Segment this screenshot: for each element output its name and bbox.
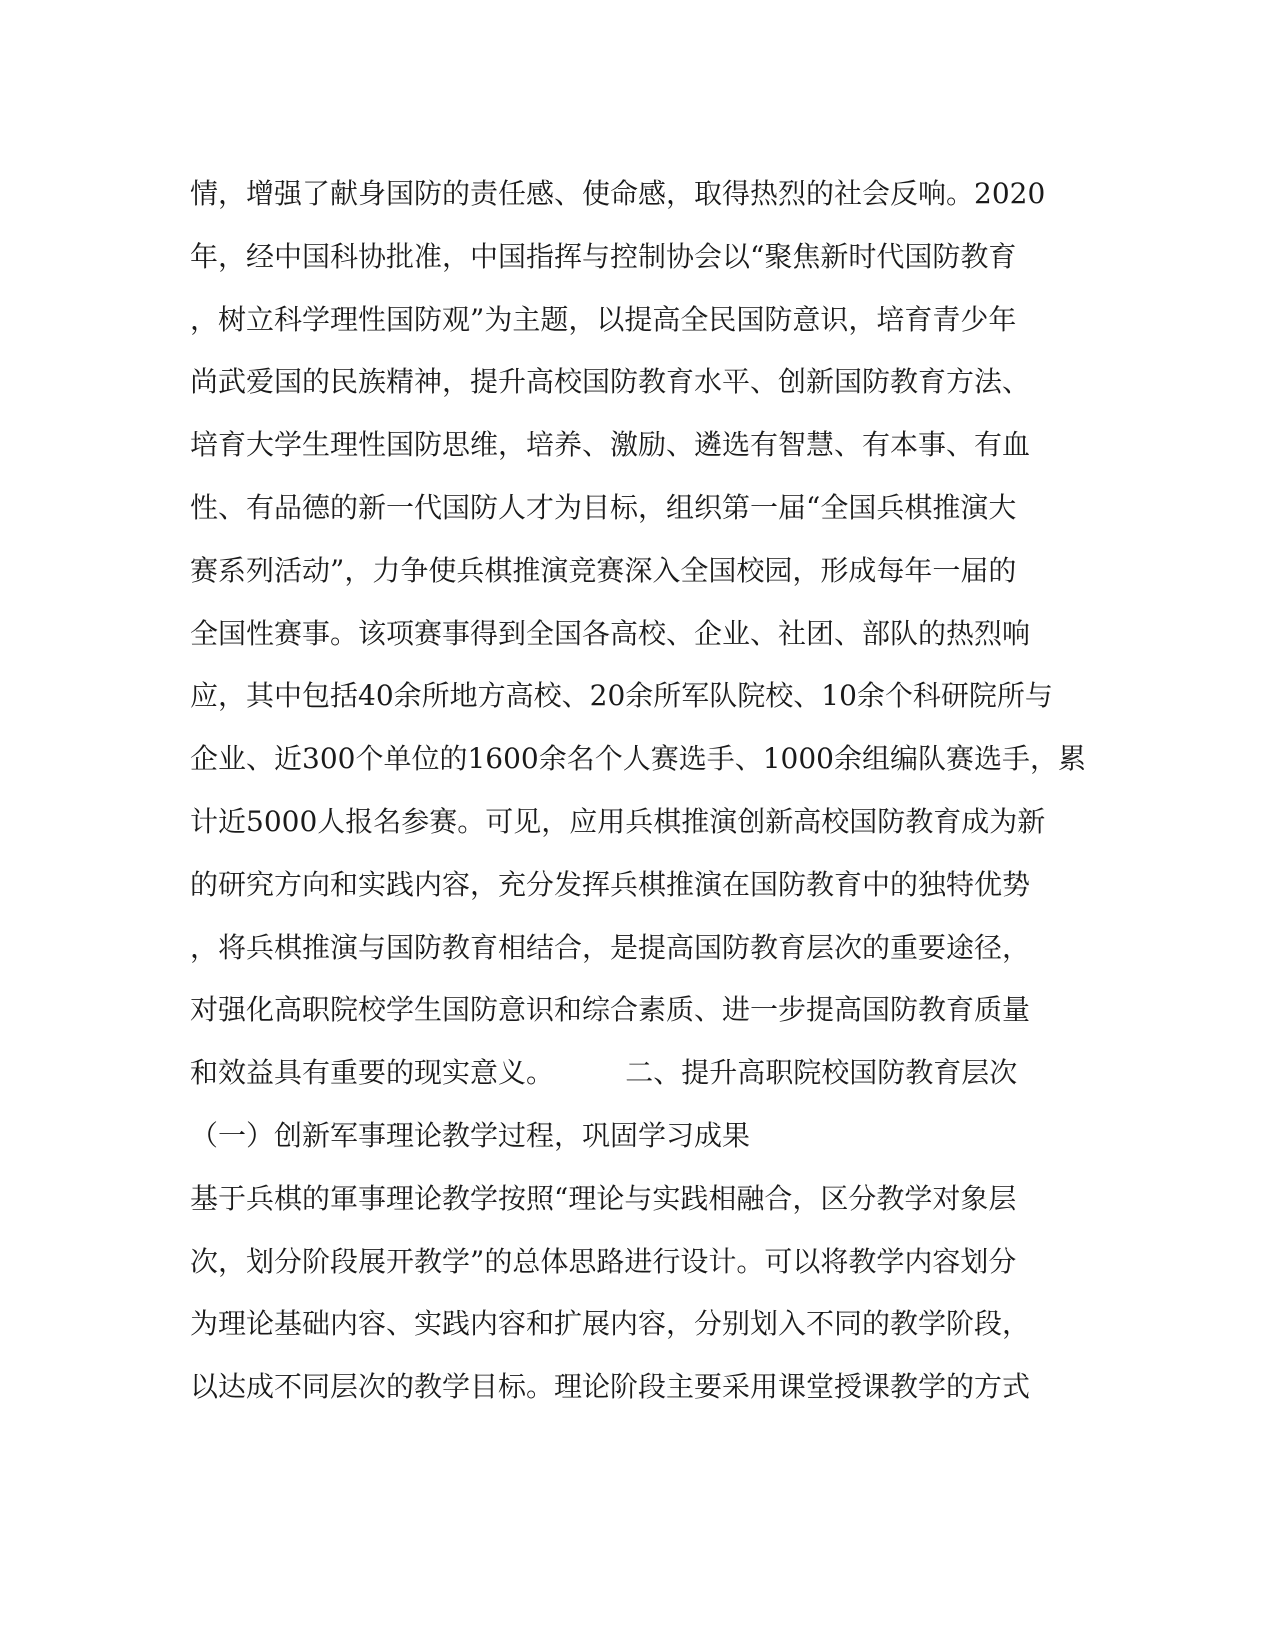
text-line: 企业、近300个单位的1600余名个人赛选手、1000余组编队赛选手，累 (190, 742, 1086, 776)
section-heading-line: 和效益具有重要的现实意义。 二、提升高职院校国防教育层次 (190, 1056, 1018, 1090)
text-line: 培育大学生理性国防思维，培养、激励、遴选有智慧、有本事、有血 (190, 428, 1031, 462)
text-line: 应，其中包括40余所地方高校、20余所军队院校、10余个科研院所与 (190, 679, 1053, 713)
text-line: 以达成不同层次的教学目标。理论阶段主要采用课堂授课教学的方式 (190, 1370, 1031, 1404)
text-line: 次，划分阶段展开教学”的总体思路进行设计。可以将教学内容划分 (190, 1244, 1017, 1278)
text-line: 年，经中国科协批准，中国指挥与控制协会以“聚焦新时代国防教育 (190, 239, 1017, 273)
text-line: 情，增强了献身国防的责任感、使命感，取得热烈的社会反响。2020 (190, 177, 1046, 210)
text-line: 的研究方向和实践内容，充分发挥兵棋推演在国防教育中的独特优势 (190, 867, 1031, 901)
text-line: ，树立科学理性国防观”为主题，以提高全民国防意识，培育青少年 (190, 302, 1017, 336)
text-line: 为理论基础内容、实践内容和扩展内容，分别划入不同的教学阶段， (190, 1307, 1031, 1341)
text-line: 基于兵棋的軍事理论教学按照“理论与实践相融合，区分教学对象层 (190, 1181, 1017, 1215)
body-text (190, 163, 1090, 1419)
text-line: 计近5000人报名参赛。可见，应用兵棋推演创新高校国防教育成为新 (190, 804, 1046, 838)
text-line: 尚武爱国的民族精神，提升高校国防教育水平、创新国防教育方法、 (190, 365, 1031, 399)
text-line: ，将兵棋推演与国防教育相结合，是提高国防教育层次的重要途径， (190, 930, 1031, 964)
text-line: 全国性赛事。该项赛事得到全国各高校、企业、社团、部队的热烈响 (190, 616, 1031, 650)
subsection-heading: （一）创新军事理论教学过程，巩固学习成果 (190, 1118, 751, 1152)
text-line: 对强化高职院校学生国防意识和综合素质、进一步提高国防教育质量 (190, 993, 1031, 1027)
text-line: 赛系列活动”，力争使兵棋推演竞赛深入全国校园，形成每年一届的 (190, 553, 1017, 587)
text-line: 性、有品德的新一代国防人才为目标，组织第一届“全国兵棋推演大 (190, 490, 1017, 524)
